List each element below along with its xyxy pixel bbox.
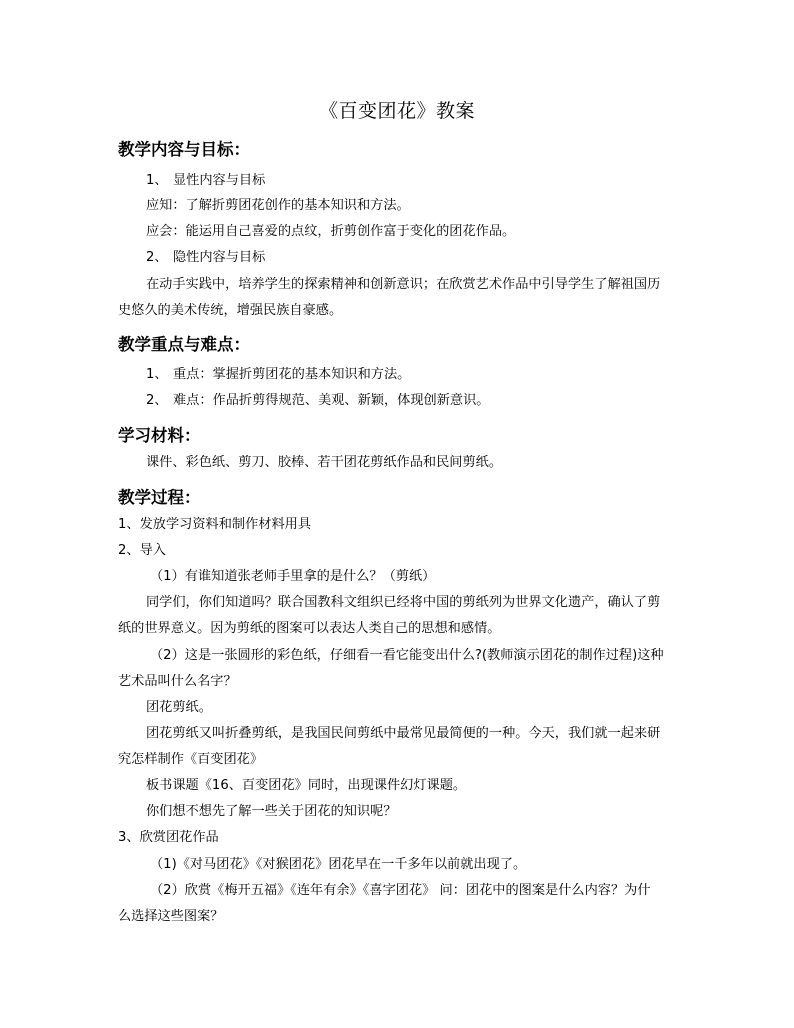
list-item-text: 隐性内容与目标: [173, 250, 266, 265]
list-item-text: 重点：掌握折剪团花的基本知识和方法。: [173, 367, 411, 382]
section-heading-process: 教学过程：: [118, 488, 201, 507]
paragraph-line: （2）欣赏《梅开五福》《连年有余》《喜字团花》 问：团花中的图案是什么内容？为什: [150, 883, 651, 898]
section-heading-materials: 学习材料：: [118, 426, 201, 445]
paragraph-line: （2）这是一张圆形的彩色纸，仔细看一看它能变出什么?(教师演示团花的制作过程)这种: [150, 648, 664, 663]
list-item: [146, 173, 265, 189]
paragraph-line: 应会：能运用自己喜爱的点纹，折剪创作富于变化的团花作品。: [146, 224, 516, 239]
paragraph-line: 你们想不想先了解一些关于团花的知识呢？: [146, 804, 397, 819]
paragraph-line: 在动手实践中，培养学生的探索精神和创新意识；在欣赏艺术作品中引导学生了解祖国历: [146, 277, 661, 292]
list-number: 2、: [146, 393, 168, 408]
section-heading-key-points: 教学重点与难点：: [118, 335, 250, 354]
paragraph-line: （1）有谁知道张老师手里拿的是什么？（剪纸）: [150, 569, 436, 584]
paragraph-line: 同学们，你们知道吗？联合国教科文组织已经将中国的剪纸列为世界文化遗产，确认了剪: [146, 595, 661, 610]
paragraph-line: 应知：了解折剪团花创作的基本知识和方法。: [146, 198, 410, 213]
list-item-text: 显性内容与目标: [173, 173, 266, 188]
list-item-text: 难点：作品折剪得规范、美观、新颖，体现创新意识。: [173, 393, 490, 408]
paragraph-line: 团花剪纸又叫折叠剪纸，是我国民间剪纸中最常见最简便的一种。今天，我们就一起来研: [146, 726, 661, 741]
paragraph-line: 2、导入: [118, 543, 166, 558]
list-item: [146, 393, 490, 409]
paragraph-line: 1、发放学习资料和制作材料用具: [118, 517, 312, 532]
paragraph-line: 课件、彩色纸、剪刀、胶棒、若干团花剪纸作品和民间剪纸。: [146, 455, 503, 470]
list-number: 1、: [146, 173, 168, 188]
section-heading-content-goals: 教学内容与目标：: [118, 140, 250, 159]
paragraph-line: 艺术品叫什么名字？: [118, 674, 237, 689]
list-item: [146, 250, 265, 266]
paragraph-line: （1)《对马团花》《对猴团花》团花早在一千多年以前就出现了。: [150, 857, 527, 872]
paragraph-line: 究怎样制作《百变团花》: [118, 752, 264, 767]
paragraph-line: 么选择这些图案？: [118, 909, 224, 924]
list-number: 1、: [146, 367, 168, 382]
paragraph-line: 板书课题《16、百变团花》同时，出现课件幻灯课题。: [146, 778, 467, 793]
list-item: [146, 367, 410, 383]
list-number: 2、: [146, 250, 168, 265]
paragraph-line: 3、欣赏团花作品: [118, 830, 219, 845]
paragraph-line: 史悠久的美术传统，增强民族自豪感。: [118, 303, 343, 318]
paragraph-line: 团花剪纸。: [146, 700, 212, 715]
paragraph-line: 纸的世界意义。因为剪纸的图案可以表达人类自己的思想和感情。: [118, 621, 501, 636]
document-title: 《百变团花》教案: [318, 100, 475, 122]
